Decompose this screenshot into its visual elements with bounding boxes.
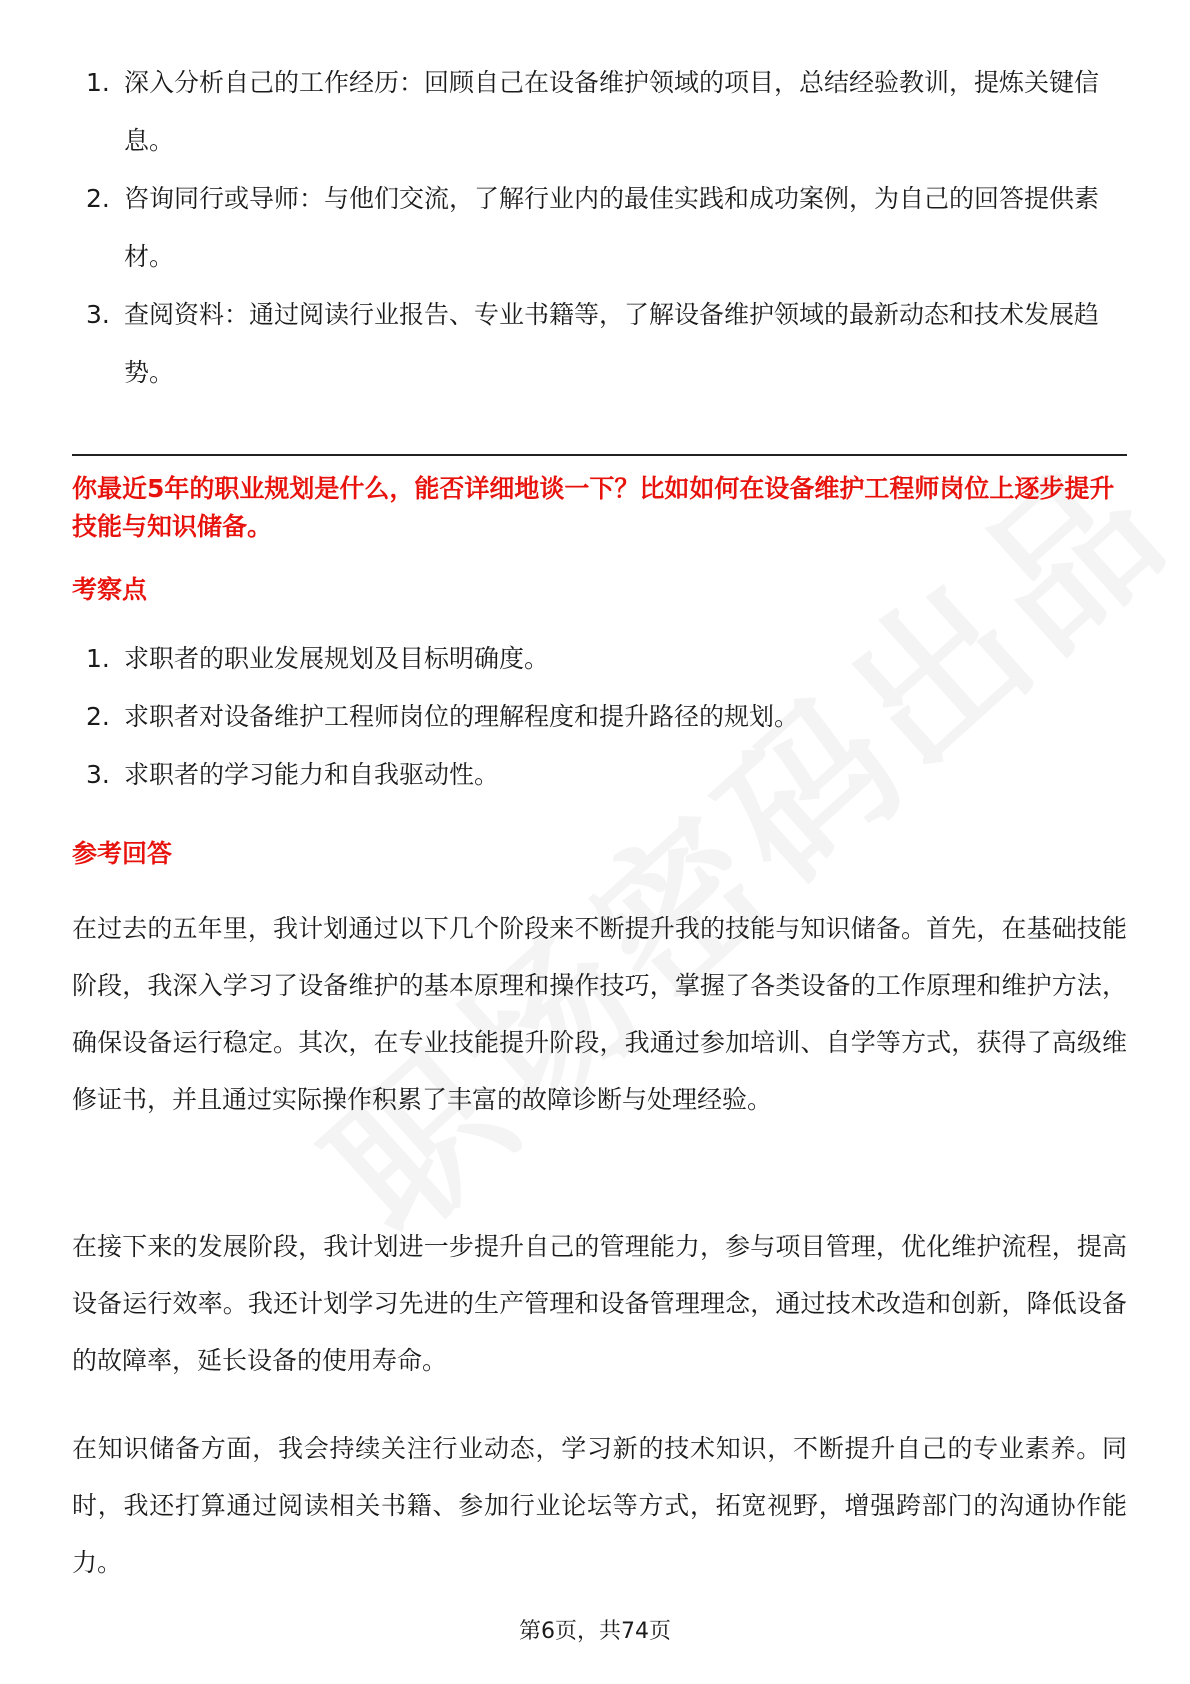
list-item-number: 2. (86, 184, 110, 213)
section-divider (72, 454, 1127, 456)
list-item-text: 求职者的学习能力和自我驱动性。 (124, 760, 500, 789)
evaluation-points-list (72, 630, 1127, 804)
answer-paragraph: 在接下来的发展阶段，我计划进一步提升自己的管理能力，参与项目管理，优化维护流程，提高设备运行效率。我还计划学习先进的生产管理和设备管理理念，通过技术改造和创新，降低设备的故障率，延长设备的使用寿命。 (72, 1232, 1127, 1375)
list-item-number: 3. (86, 300, 110, 329)
answer-paragraph: 在过去的五年里，我计划通过以下几个阶段来不断提升我的技能与知识储备。首先，在基础技能阶段，我深入学习了设备维护的基本原理和操作技巧，掌握了各类设备的工作原理和维护方法，确保设备运行稳定。其次，在专业技能提升阶段，我通过参加培训、自学等方式，获得了高级维修证书，并且通过实际操作积累了丰富的故障诊断与处理经验。 (72, 914, 1127, 1114)
list-item-number: 2. (86, 702, 110, 731)
list-item (72, 170, 1127, 286)
list-item-text: 求职者的职业发展规划及目标明确度。 (124, 644, 550, 673)
list-item (72, 286, 1127, 402)
points-heading: 考察点 (72, 575, 148, 604)
list-item (72, 746, 1127, 804)
list-item (72, 54, 1127, 170)
list-item-number: 3. (86, 760, 110, 789)
list-item-text: 咨询同行或导师：与他们交流，了解行业内的最佳实践和成功案例，为自己的回答提供素材。 (124, 184, 1100, 271)
list-item (72, 630, 1127, 688)
list-item-text: 查阅资料：通过阅读行业报告、专业书籍等，了解设备维护领域的最新动态和技术发展趋势。 (124, 300, 1100, 387)
list-item-text: 深入分析自己的工作经历：回顾自己在设备维护领域的项目，总结经验教训，提炼关键信息。 (124, 68, 1100, 155)
answer-paragraph: 在知识储备方面，我会持续关注行业动态，学习新的技术知识，不断提升自己的专业素养。同时，我还打算通过阅读相关书籍、参加行业论坛等方式，拓宽视野，增强跨部门的沟通协作能力。 (72, 1434, 1127, 1577)
preparation-list (72, 54, 1127, 402)
interview-question: 你最近5年的职业规划是什么，能否详细地谈一下？比如如何在设备维护工程师岗位上逐步提升技能与知识储备。 (72, 474, 1115, 541)
answer-heading: 参考回答 (72, 839, 173, 868)
list-item-number: 1. (86, 68, 110, 97)
list-item-text: 求职者对设备维护工程师岗位的理解程度和提升路径的规划。 (124, 702, 800, 731)
list-item (72, 688, 1127, 746)
list-item-number: 1. (86, 644, 110, 673)
page-footer: 第6页，共74页 (519, 1619, 671, 1644)
